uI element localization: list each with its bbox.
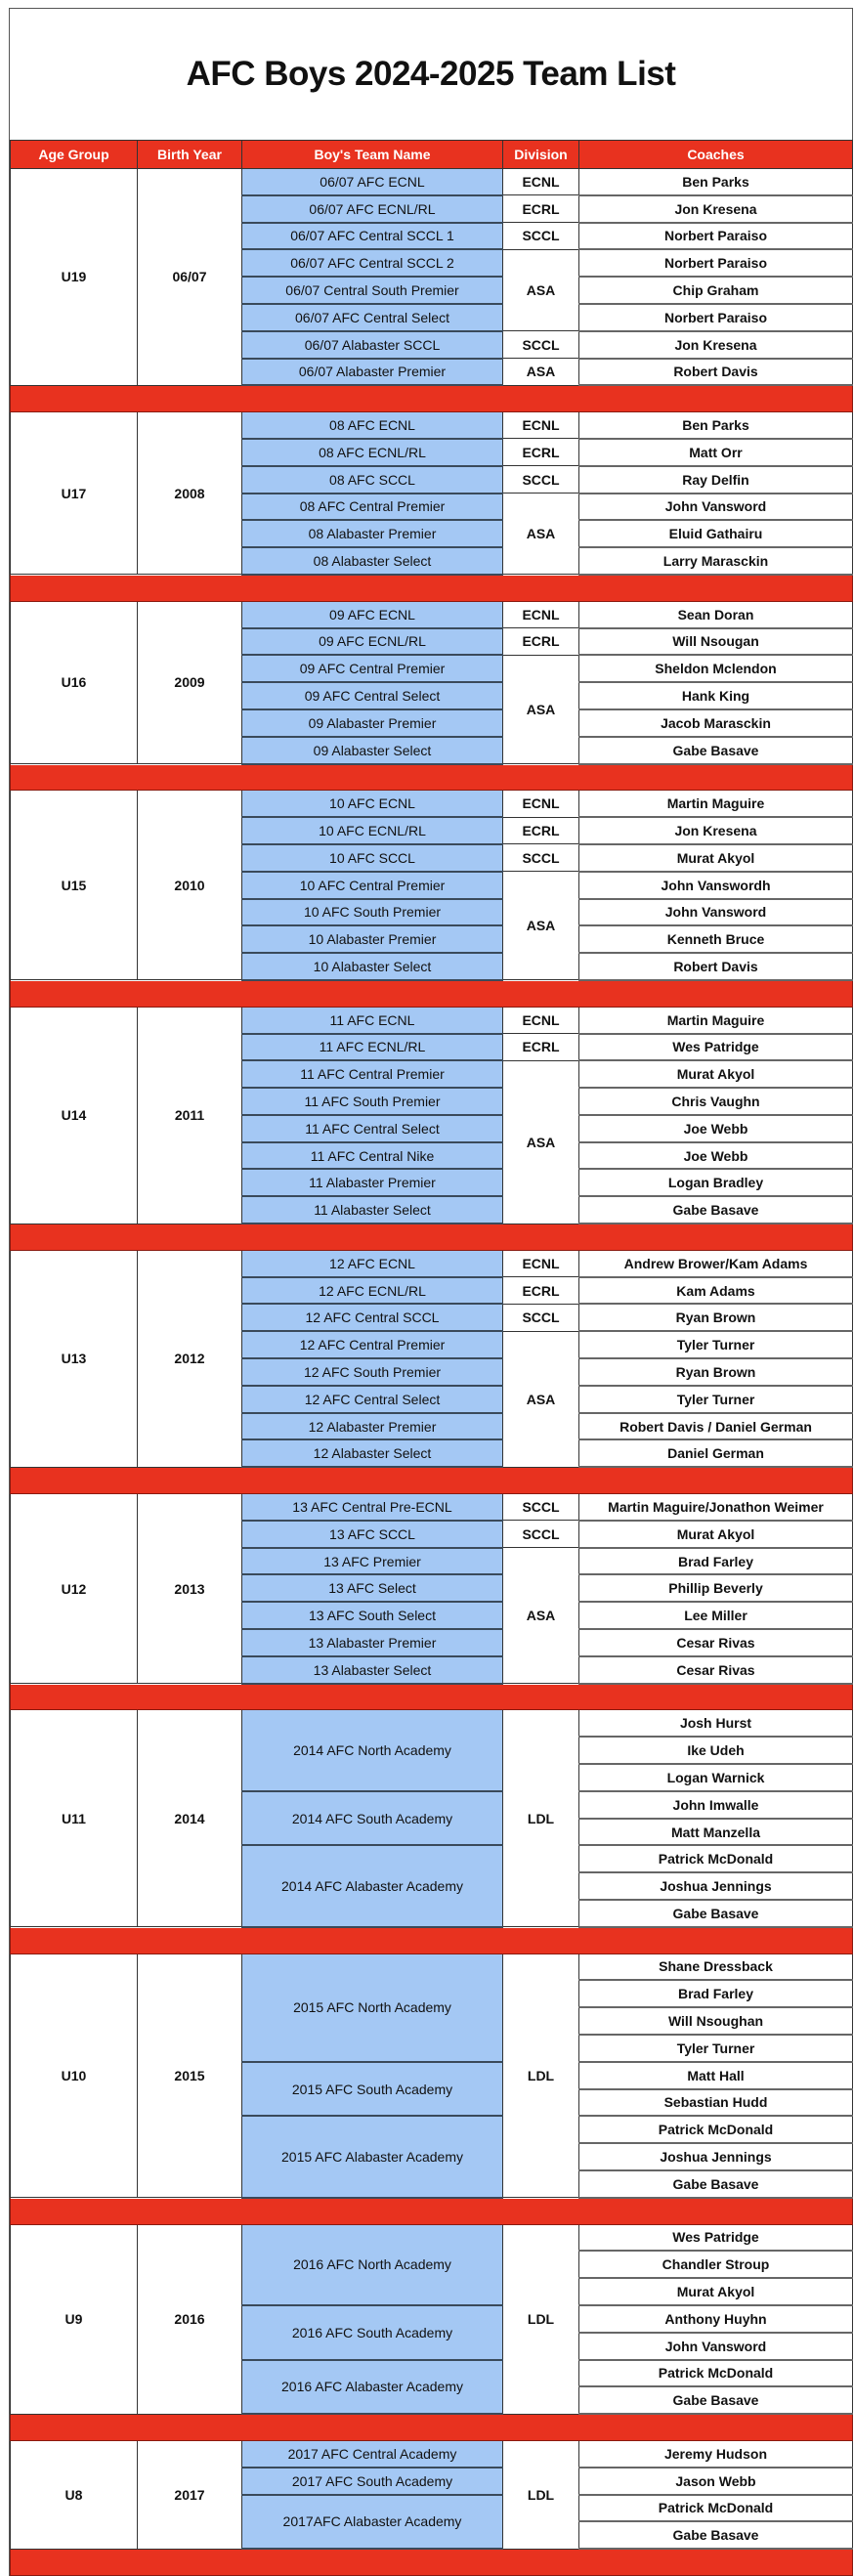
coach-cell: Sebastian Hudd <box>579 2089 853 2117</box>
team-name-cell: 06/07 AFC ECNL <box>242 169 503 195</box>
team-list-sheet <box>9 8 853 2576</box>
division-cell: SCCL <box>503 844 579 872</box>
division-cell: ASA <box>503 1548 579 1684</box>
age-group-cell: U10 <box>11 1953 138 2198</box>
coach-cell: Jason Webb <box>579 2468 853 2495</box>
team-name-cell: 11 AFC Central Premier <box>242 1060 503 1088</box>
coach-cell: Logan Warnick <box>579 1764 853 1791</box>
division-cell: LDL <box>503 2224 579 2414</box>
division-cell: LDL <box>503 2440 579 2549</box>
group-separator-row <box>11 2549 853 2575</box>
group-separator-row <box>11 1927 853 1953</box>
division-cell: ECNL <box>503 412 579 439</box>
team-name-cell: 2014 AFC South Academy <box>242 1791 503 1846</box>
group-separator <box>11 2549 853 2575</box>
division-cell: ASA <box>503 1060 579 1224</box>
team-name-cell: 08 AFC SCCL <box>242 466 503 494</box>
coach-cell: Joe Webb <box>579 1142 853 1170</box>
team-name-cell: 06/07 Alabaster Premier <box>242 359 503 386</box>
header-team-name: Boy's Team Name <box>242 141 503 169</box>
header-division: Division <box>503 141 579 169</box>
coach-cell: Ben Parks <box>579 169 853 195</box>
division-cell: ASA <box>503 872 579 980</box>
division-cell: ECRL <box>503 1034 579 1061</box>
team-name-cell: 11 AFC Central Nike <box>242 1142 503 1170</box>
coach-cell: Will Nsoughan <box>579 2007 853 2035</box>
coach-cell: Jon Kresena <box>579 817 853 844</box>
coach-cell: Anthony Huyhn <box>579 2305 853 2333</box>
coach-cell: Ryan Brown <box>579 1304 853 1331</box>
team-name-cell: 12 AFC Central Select <box>242 1386 503 1413</box>
team-name-cell: 10 Alabaster Select <box>242 953 503 980</box>
coach-cell: Chandler Stroup <box>579 2251 853 2278</box>
table-row <box>11 1250 853 1276</box>
coach-cell: Martin Maguire <box>579 791 853 817</box>
birth-year-cell: 2017 <box>138 2440 242 2549</box>
coach-cell: Gabe Basave <box>579 2170 853 2198</box>
team-name-cell: 2016 AFC South Academy <box>242 2305 503 2360</box>
team-name-cell: 2015 AFC North Academy <box>242 1953 503 2062</box>
birth-year-cell: 2009 <box>138 601 242 763</box>
coach-cell: Josh Hurst <box>579 1710 853 1737</box>
team-name-cell: 2016 AFC North Academy <box>242 2224 503 2305</box>
team-name-cell: 13 AFC Central Pre-ECNL <box>242 1494 503 1521</box>
team-name-cell: 09 AFC ECNL <box>242 601 503 627</box>
coach-cell: Will Nsougan <box>579 628 853 656</box>
coach-cell: Robert Davis <box>579 953 853 980</box>
team-name-cell: 06/07 Alabaster SCCL <box>242 331 503 359</box>
age-group-cell: U19 <box>11 169 138 386</box>
team-name-cell: 06/07 AFC Central SCCL 2 <box>242 249 503 277</box>
coach-cell: Ike Udeh <box>579 1737 853 1764</box>
coach-cell: Larry Marasckin <box>579 547 853 575</box>
coach-cell: Tyler Turner <box>579 1386 853 1413</box>
page-title: AFC Boys 2024-2025 Team List <box>186 55 676 93</box>
birth-year-cell: 2015 <box>138 1953 242 2198</box>
coach-cell: Norbert Paraiso <box>579 304 853 331</box>
coach-cell: Eluid Gathairu <box>579 520 853 547</box>
coach-cell: Sheldon Mclendon <box>579 655 853 682</box>
group-separator-row <box>11 1684 853 1710</box>
team-name-cell: 2015 AFC South Academy <box>242 2062 503 2117</box>
age-group-cell: U13 <box>11 1250 138 1467</box>
team-name-cell: 10 AFC ECNL <box>242 791 503 817</box>
division-cell: ASA <box>503 494 579 575</box>
team-name-cell: 12 Alabaster Select <box>242 1439 503 1467</box>
team-name-cell: 08 AFC ECNL <box>242 412 503 439</box>
division-cell: ASA <box>503 359 579 386</box>
team-name-cell: 11 AFC South Premier <box>242 1088 503 1115</box>
table-row <box>11 2224 853 2251</box>
coach-cell: Ray Delfin <box>579 466 853 494</box>
team-name-cell: 2017 AFC South Academy <box>242 2468 503 2495</box>
coach-cell: Robert Davis / Daniel German <box>579 1413 853 1440</box>
coach-cell: Tyler Turner <box>579 1331 853 1358</box>
coach-cell: Matt Manzella <box>579 1819 853 1846</box>
coach-cell: Matt Hall <box>579 2062 853 2089</box>
team-name-cell: 09 AFC ECNL/RL <box>242 628 503 656</box>
coach-cell: Norbert Paraiso <box>579 223 853 250</box>
coach-cell: Matt Orr <box>579 439 853 466</box>
division-cell: ASA <box>503 655 579 763</box>
coach-cell: Patrick McDonald <box>579 1845 853 1872</box>
division-cell: LDL <box>503 1953 579 2198</box>
age-group-cell: U8 <box>11 2440 138 2549</box>
coach-cell: Patrick McDonald <box>579 2360 853 2387</box>
age-group-cell: U17 <box>11 412 138 575</box>
coach-cell: Kam Adams <box>579 1277 853 1305</box>
table-row <box>11 1494 853 1521</box>
birth-year-cell: 2011 <box>138 1007 242 1224</box>
coach-cell: Gabe Basave <box>579 1900 853 1927</box>
group-separator <box>11 1684 853 1710</box>
division-cell: SCCL <box>503 1494 579 1521</box>
birth-year-cell: 2016 <box>138 2224 242 2414</box>
team-name-cell: 13 AFC Select <box>242 1574 503 1602</box>
age-group-cell: U15 <box>11 791 138 980</box>
division-cell: ECNL <box>503 1250 579 1276</box>
coach-cell: John Vansword <box>579 494 853 521</box>
division-cell: SCCL <box>503 1304 579 1331</box>
group-separator <box>11 980 853 1007</box>
coach-cell: Cesar Rivas <box>579 1629 853 1656</box>
team-name-cell: 06/07 AFC Central Select <box>242 304 503 331</box>
coach-cell: Sean Doran <box>579 601 853 627</box>
team-name-cell: 2017AFC Alabaster Academy <box>242 2495 503 2550</box>
birth-year-cell: 2010 <box>138 791 242 980</box>
age-group-cell: U14 <box>11 1007 138 1224</box>
age-group-cell: U12 <box>11 1494 138 1684</box>
group-separator <box>11 1927 853 1953</box>
team-name-cell: 13 Alabaster Select <box>242 1656 503 1684</box>
team-name-cell: 08 Alabaster Select <box>242 547 503 575</box>
coach-cell: Wes Patridge <box>579 2224 853 2251</box>
team-name-cell: 06/07 Central South Premier <box>242 277 503 304</box>
coach-cell: Patrick McDonald <box>579 2495 853 2522</box>
title-area <box>10 9 852 140</box>
team-name-cell: 12 AFC Central Premier <box>242 1331 503 1358</box>
table-row <box>11 1710 853 1737</box>
coach-cell: Tyler Turner <box>579 2035 853 2062</box>
division-cell: ECNL <box>503 791 579 817</box>
coach-cell: Norbert Paraiso <box>579 249 853 277</box>
team-name-cell: 13 AFC South Select <box>242 1602 503 1629</box>
coach-cell: Cesar Rivas <box>579 1656 853 1684</box>
team-name-cell: 08 AFC ECNL/RL <box>242 439 503 466</box>
team-name-cell: 10 AFC Central Premier <box>242 872 503 899</box>
coach-cell: Jacob Marasckin <box>579 709 853 737</box>
team-name-cell: 2014 AFC Alabaster Academy <box>242 1845 503 1926</box>
division-cell: ECRL <box>503 817 579 844</box>
coach-cell: Patrick McDonald <box>579 2116 853 2143</box>
table-row <box>11 1953 853 1980</box>
team-name-cell: 06/07 AFC ECNL/RL <box>242 195 503 223</box>
coach-cell: Martin Maguire <box>579 1007 853 1033</box>
team-name-cell: 06/07 AFC Central SCCL 1 <box>242 223 503 250</box>
table-row <box>11 412 853 439</box>
header-row <box>11 141 853 169</box>
team-name-cell: 12 AFC ECNL/RL <box>242 1277 503 1305</box>
division-cell: ASA <box>503 1331 579 1467</box>
division-cell: ECNL <box>503 601 579 627</box>
team-name-cell: 09 Alabaster Select <box>242 737 503 764</box>
team-name-cell: 09 AFC Central Select <box>242 682 503 709</box>
team-name-cell: 12 AFC Central SCCL <box>242 1304 503 1331</box>
group-separator-row <box>11 1467 853 1493</box>
division-cell: SCCL <box>503 1521 579 1548</box>
coach-cell: Kenneth Bruce <box>579 925 853 953</box>
coach-cell: Gabe Basave <box>579 1196 853 1224</box>
coach-cell: Murat Akyol <box>579 1060 853 1088</box>
team-table-body <box>11 169 853 2576</box>
header-coaches: Coaches <box>579 141 853 169</box>
team-name-cell: 10 AFC ECNL/RL <box>242 817 503 844</box>
coach-cell: Logan Bradley <box>579 1169 853 1196</box>
coach-cell: Murat Akyol <box>579 2278 853 2305</box>
division-cell: ASA <box>503 249 579 330</box>
table-row <box>11 169 853 195</box>
team-name-cell: 2017 AFC Central Academy <box>242 2440 503 2467</box>
group-separator <box>11 1224 853 1250</box>
coach-cell: Lee Miller <box>579 1602 853 1629</box>
birth-year-cell: 2012 <box>138 1250 242 1467</box>
division-cell: ECRL <box>503 628 579 656</box>
coach-cell: Murat Akyol <box>579 844 853 872</box>
coach-cell: John Vansword <box>579 2333 853 2360</box>
coach-cell: Brad Farley <box>579 1548 853 1575</box>
group-separator-row <box>11 575 853 601</box>
team-name-cell: 12 Alabaster Premier <box>242 1413 503 1440</box>
group-separator <box>11 575 853 601</box>
team-name-cell: 2014 AFC North Academy <box>242 1710 503 1791</box>
group-separator-row <box>11 2414 853 2440</box>
birth-year-cell: 2014 <box>138 1710 242 1927</box>
coach-cell: Jeremy Hudson <box>579 2440 853 2467</box>
division-cell: ECRL <box>503 195 579 223</box>
coach-cell: Andrew Brower/Kam Adams <box>579 1250 853 1276</box>
group-separator-row <box>11 980 853 1007</box>
team-name-cell: 13 AFC SCCL <box>242 1521 503 1548</box>
coach-cell: Joe Webb <box>579 1115 853 1142</box>
coach-cell: Wes Patridge <box>579 1034 853 1061</box>
division-cell: LDL <box>503 1710 579 1927</box>
team-name-cell: 09 AFC Central Premier <box>242 655 503 682</box>
division-cell: ECRL <box>503 1277 579 1305</box>
team-name-cell: 12 AFC ECNL <box>242 1250 503 1276</box>
team-name-cell: 11 Alabaster Select <box>242 1196 503 1224</box>
team-name-cell: 10 AFC SCCL <box>242 844 503 872</box>
team-name-cell: 2016 AFC Alabaster Academy <box>242 2360 503 2415</box>
age-group-cell: U9 <box>11 2224 138 2414</box>
team-name-cell: 11 AFC ECNL <box>242 1007 503 1033</box>
table-row <box>11 2440 853 2467</box>
team-name-cell: 09 Alabaster Premier <box>242 709 503 737</box>
coach-cell: Daniel German <box>579 1439 853 1467</box>
coach-cell: Chip Graham <box>579 277 853 304</box>
coach-cell: Shane Dressback <box>579 1953 853 1980</box>
header-birth-year: Birth Year <box>138 141 242 169</box>
team-name-cell: 11 AFC ECNL/RL <box>242 1034 503 1061</box>
coach-cell: Jon Kresena <box>579 195 853 223</box>
division-cell: SCCL <box>503 466 579 494</box>
division-cell: ECNL <box>503 169 579 195</box>
team-name-cell: 12 AFC South Premier <box>242 1358 503 1386</box>
division-cell: ECNL <box>503 1007 579 1033</box>
group-separator <box>11 764 853 791</box>
division-cell: SCCL <box>503 223 579 250</box>
coach-cell: Gabe Basave <box>579 2521 853 2549</box>
coach-cell: Murat Akyol <box>579 1521 853 1548</box>
group-separator-row <box>11 385 853 411</box>
division-cell: ECRL <box>503 439 579 466</box>
team-name-cell: 10 AFC South Premier <box>242 899 503 926</box>
coach-cell: Martin Maguire/Jonathon Weimer <box>579 1494 853 1521</box>
age-group-cell: U16 <box>11 601 138 763</box>
coach-cell: Hank King <box>579 682 853 709</box>
group-separator-row <box>11 2198 853 2224</box>
team-table <box>10 140 853 2576</box>
team-name-cell: 08 Alabaster Premier <box>242 520 503 547</box>
coach-cell: Robert Davis <box>579 359 853 386</box>
coach-cell: Gabe Basave <box>579 2386 853 2414</box>
header-age-group: Age Group <box>11 141 138 169</box>
coach-cell: Joshua Jennings <box>579 2143 853 2170</box>
coach-cell: Joshua Jennings <box>579 1872 853 1900</box>
coach-cell: John Vansword <box>579 899 853 926</box>
coach-cell: Jon Kresena <box>579 331 853 359</box>
coach-cell: Phillip Beverly <box>579 1574 853 1602</box>
coach-cell: Gabe Basave <box>579 737 853 764</box>
birth-year-cell: 2013 <box>138 1494 242 1684</box>
team-name-cell: 11 AFC Central Select <box>242 1115 503 1142</box>
group-separator <box>11 2414 853 2440</box>
team-name-cell: 2015 AFC Alabaster Academy <box>242 2116 503 2197</box>
birth-year-cell: 2008 <box>138 412 242 575</box>
group-separator <box>11 1467 853 1493</box>
coach-cell: Brad Farley <box>579 1980 853 2007</box>
group-separator <box>11 2198 853 2224</box>
team-name-cell: 10 Alabaster Premier <box>242 925 503 953</box>
team-name-cell: 13 Alabaster Premier <box>242 1629 503 1656</box>
team-name-cell: 08 AFC Central Premier <box>242 494 503 521</box>
coach-cell: John Imwalle <box>579 1791 853 1819</box>
group-separator-row <box>11 1224 853 1250</box>
division-cell: SCCL <box>503 331 579 359</box>
table-row <box>11 791 853 817</box>
coach-cell: Ryan Brown <box>579 1358 853 1386</box>
coach-cell: Ben Parks <box>579 412 853 439</box>
table-row <box>11 601 853 627</box>
group-separator <box>11 385 853 411</box>
age-group-cell: U11 <box>11 1710 138 1927</box>
group-separator-row <box>11 764 853 791</box>
table-row <box>11 1007 853 1033</box>
birth-year-cell: 06/07 <box>138 169 242 386</box>
coach-cell: Chris Vaughn <box>579 1088 853 1115</box>
coach-cell: John Vanswordh <box>579 872 853 899</box>
team-name-cell: 13 AFC Premier <box>242 1548 503 1575</box>
team-name-cell: 11 Alabaster Premier <box>242 1169 503 1196</box>
